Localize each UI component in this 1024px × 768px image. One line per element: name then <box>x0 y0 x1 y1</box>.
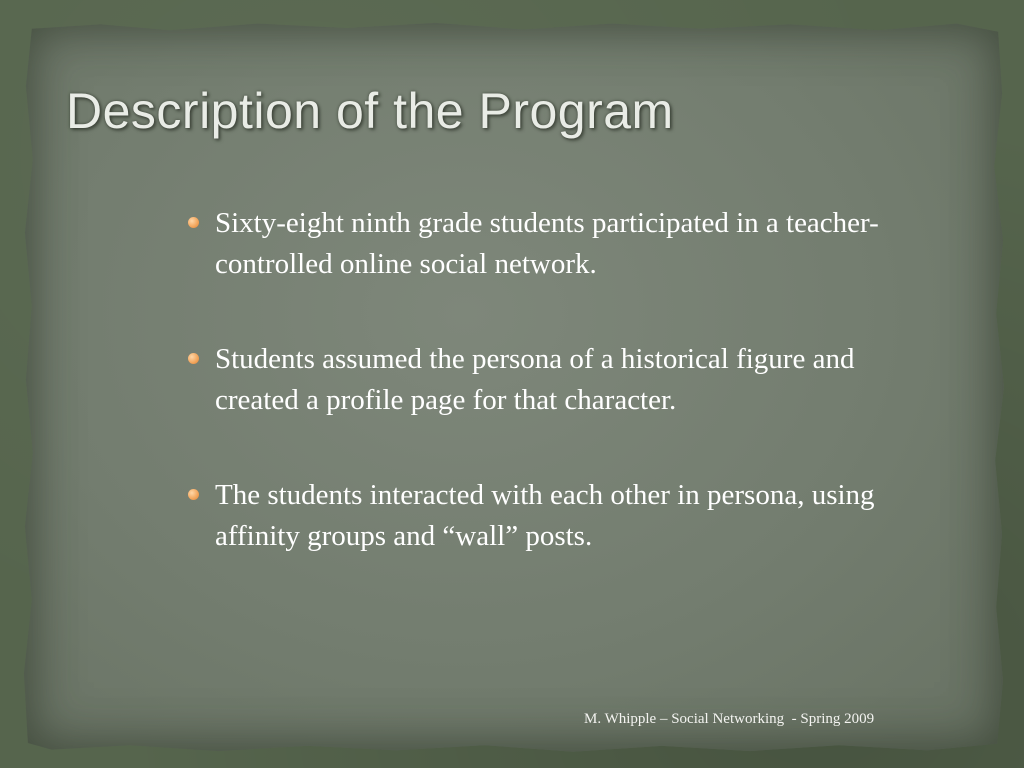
bullet-text: Students assumed the persona of a historical figure and created a profile page for that character. <box>215 343 855 416</box>
bullet-dot-icon <box>188 489 199 500</box>
bullet-item <box>186 475 926 557</box>
bullet-text: The students interacted with each other in persona, using affinity groups and “wall” posts. <box>215 479 875 552</box>
bullet-dot-icon <box>188 217 199 228</box>
bullet-text: Sixty-eight ninth grade students participated in a teacher-controlled online social network. <box>215 207 879 280</box>
bullet-item <box>186 339 926 421</box>
bullet-list <box>186 203 926 557</box>
bullet-item <box>186 203 926 285</box>
slide-title: Description of the Program <box>66 83 674 139</box>
bullet-dot-icon <box>188 353 199 364</box>
slide-footer: M. Whipple – Social Networking - Spring 2009 <box>584 711 875 727</box>
